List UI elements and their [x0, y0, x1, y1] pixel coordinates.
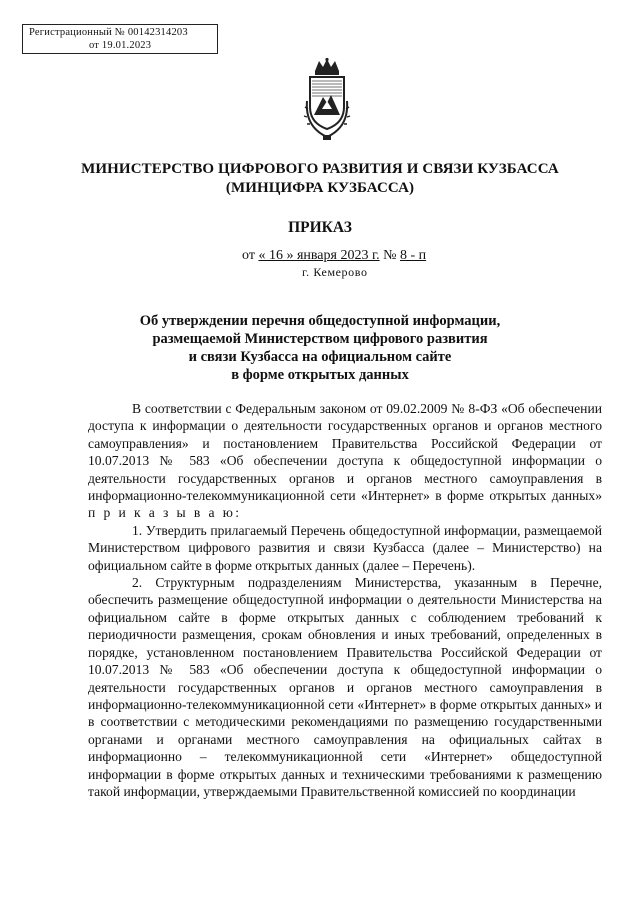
clause-1: 1. Утвердить прилагаемый Перечень общедоступной информации, размещаемой Министерством цифрового развития и связи Кузбасса (далее – Министерство) на официальном сайте в форме открытых данных (далее – Перечень).: [88, 522, 602, 573]
order-city: г. Кемерово: [302, 265, 368, 279]
subject-line-4: в форме открытых данных: [231, 367, 409, 383]
subject-line-2: размещаемой Министерством цифрового развития: [152, 331, 488, 347]
kuzbass-coat-of-arms-icon: [301, 57, 353, 143]
ministry-name: МИНИСТЕРСТВО ЦИФРОВОГО РАЗВИТИЯ И СВЯЗИ КУЗБАССА: [81, 161, 559, 177]
order-date: « 16 » января 2023 г.: [258, 248, 380, 263]
registration-number: Регистрационный № 00142314203: [29, 27, 188, 38]
registration-date: от 19.01.2023: [89, 40, 152, 51]
order-verb: п р и к а з ы в а ю:: [88, 505, 242, 521]
clause-2: 2. Структурным подразделениям Министерства, указанным в Перечне, обеспечить размещение общедоступной информации о деятельности Министерства на официальном сайте в форме открытых данных с соблюдением требований к периодичности размещения, срокам обновления и иных требований, определенных в порядке, установленном постановлением Правительства Российской Федерации от 10.07.2013 № 583 «Об обеспечении доступа к общедоступной информации о деятельности государственных органов и органов местного самоуправления в информационно-телекоммуникационной сети «Интернет» в форме открытых данных» и в соответствии с методическими рекомендациями по размещению государственными органами и органами местного самоуправления на официальных сайтах в информационно – телекоммуникационной сети «Интернет» общедоступной информации в форме открытых данных и техническими требованиями к размещению такой информации, утверждаемыми Правительственной комиссией по координации: [88, 575, 602, 799]
document-type: ПРИКАЗ: [288, 219, 352, 236]
order-date-line: [242, 248, 426, 264]
subject-line-3: и связи Кузбасса на официальном сайте: [188, 349, 452, 365]
subject-line-1: Об утверждении перечня общедоступной информации,: [139, 313, 501, 329]
date-prefix: от: [242, 248, 255, 263]
number-prefix: №: [383, 248, 397, 263]
ministry-short-name: (МИНЦИФРА КУЗБАССА): [225, 180, 415, 196]
registration-stamp: [22, 24, 218, 54]
order-body: [88, 400, 602, 800]
order-number: 8 - п: [399, 248, 427, 263]
preamble-text: В соответствии с Федеральным законом от 09.02.2009 № 8-ФЗ «Об обеспечении доступа к информации о деятельности государственных органов и органов местного самоуправления» и постановлением Правительства Российской Федерации от 10.07.2013 № 583 «Об обеспечении доступа к общедоступной информации о деятельности государственных органов и органов местного самоуправления в информационно-телекоммуникационной сети «Интернет» в форме открытых данных»: [88, 401, 602, 504]
preamble-paragraph: [88, 400, 602, 522]
